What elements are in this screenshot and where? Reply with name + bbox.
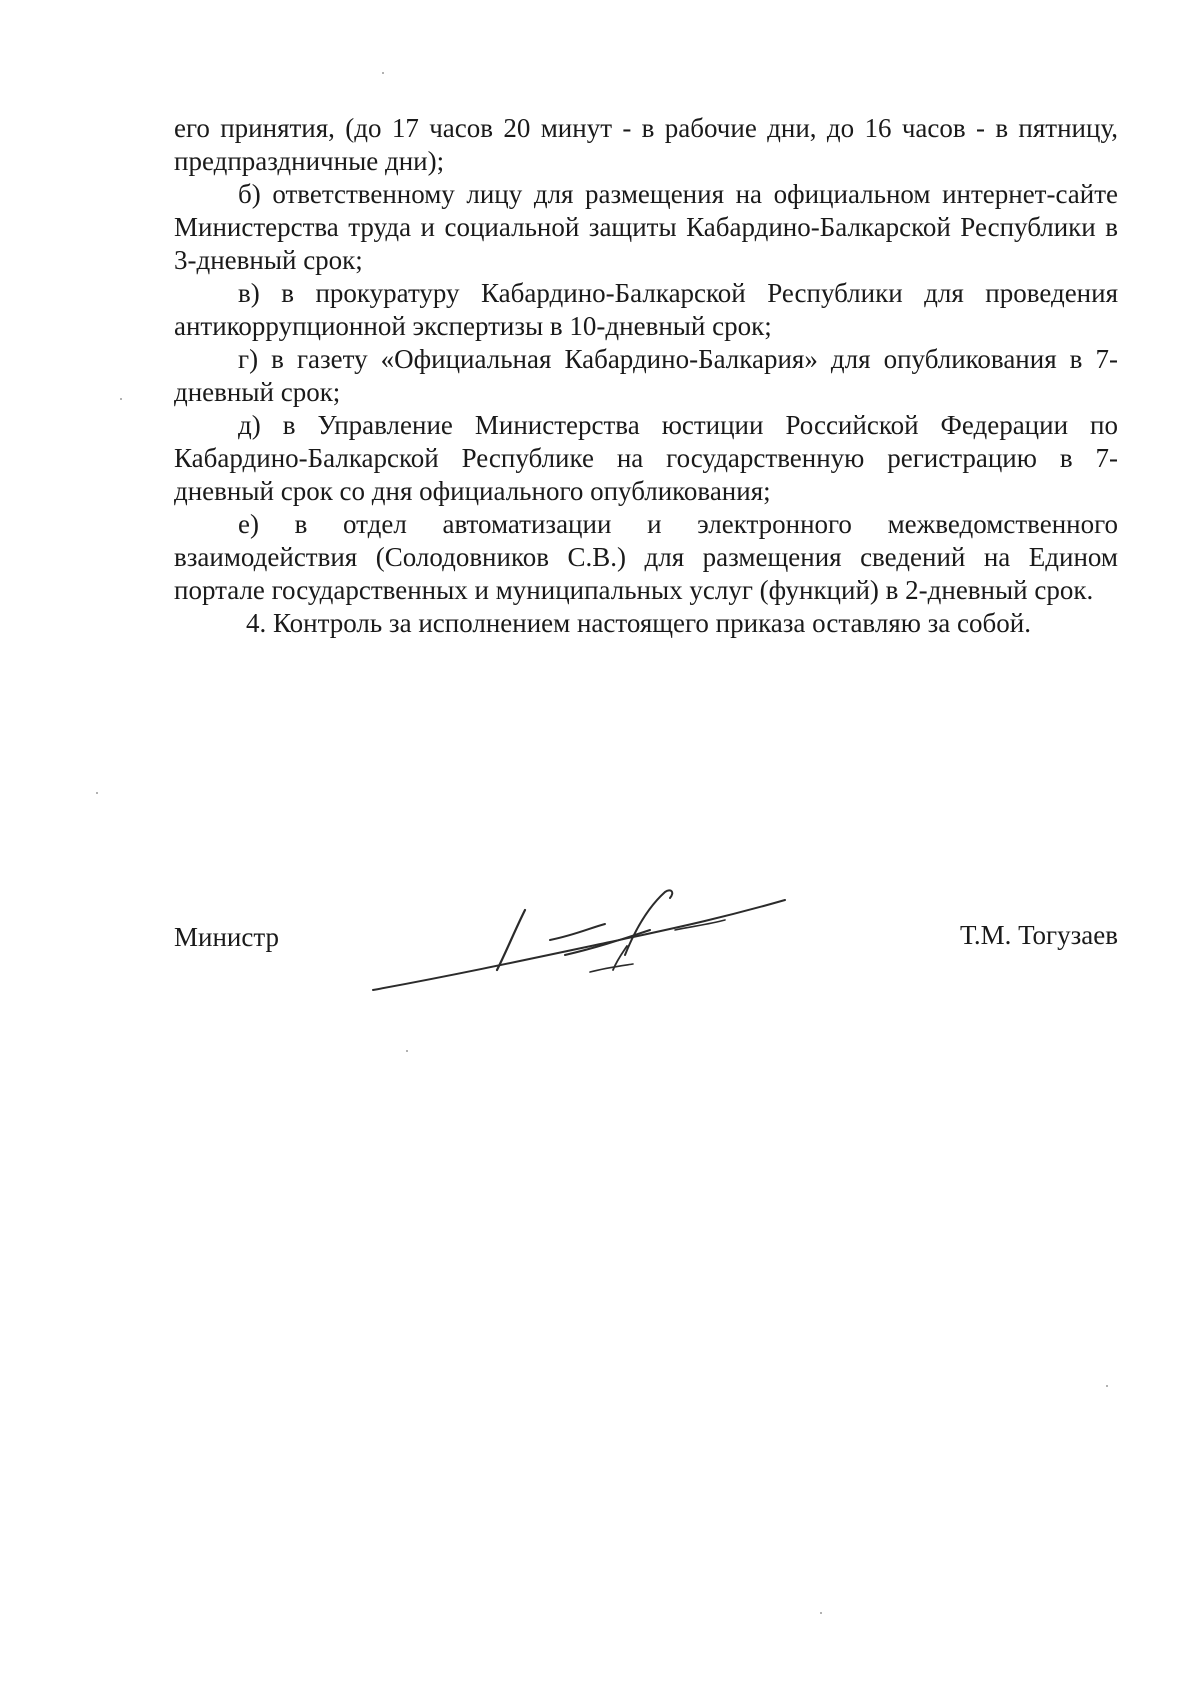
paragraph-item-g: г) в газету «Официальная Кабардино-Балкария» для опубликования в 7-дневный срок; — [174, 344, 1118, 407]
handwritten-signature-icon — [365, 880, 795, 1000]
paragraph-continuation: его принятия, (до 17 часов 20 минут - в рабочие дни, до 16 часов - в пятницу, предпраздничные дни); — [174, 113, 1118, 176]
signatory-name: Т.М. Тогузаев — [960, 920, 1118, 950]
paragraph-item-d: д) в Управление Министерства юстиции Российской Федерации по Кабардино-Балкарской Республике на государственную регистрацию в 7-дневный срок со дня официального опубликования; — [174, 410, 1118, 506]
scan-speck — [1106, 1385, 1108, 1387]
scan-speck — [96, 792, 98, 794]
paragraph-item-e: е) в отдел автоматизации и электронного межведомственного взаимодействия (Солодовников С.В.) для размещения сведений на Едином портале государственных и муниципальных услуг (функций) в 2-дневный срок. — [174, 509, 1118, 605]
document-body — [174, 112, 1118, 640]
scan-speck — [406, 1050, 408, 1052]
scan-speck — [382, 72, 384, 74]
scan-speck — [820, 1612, 822, 1614]
signatory-position: Министр — [174, 922, 279, 952]
scan-speck — [120, 398, 122, 400]
paragraph-item-4: 4. Контроль за исполнением настоящего приказа оставляю за собой. — [246, 608, 1031, 638]
paragraph-item-b: б) ответственному лицу для размещения на официальном интернет-сайте Министерства труда и социальной защиты Кабардино-Балкарской Республики в 3-дневный срок; — [174, 179, 1118, 275]
paragraph-item-v: в) в прокуратуру Кабардино-Балкарской Республики для проведения антикоррупционной экспертизы в 10-дневный срок; — [174, 278, 1118, 341]
